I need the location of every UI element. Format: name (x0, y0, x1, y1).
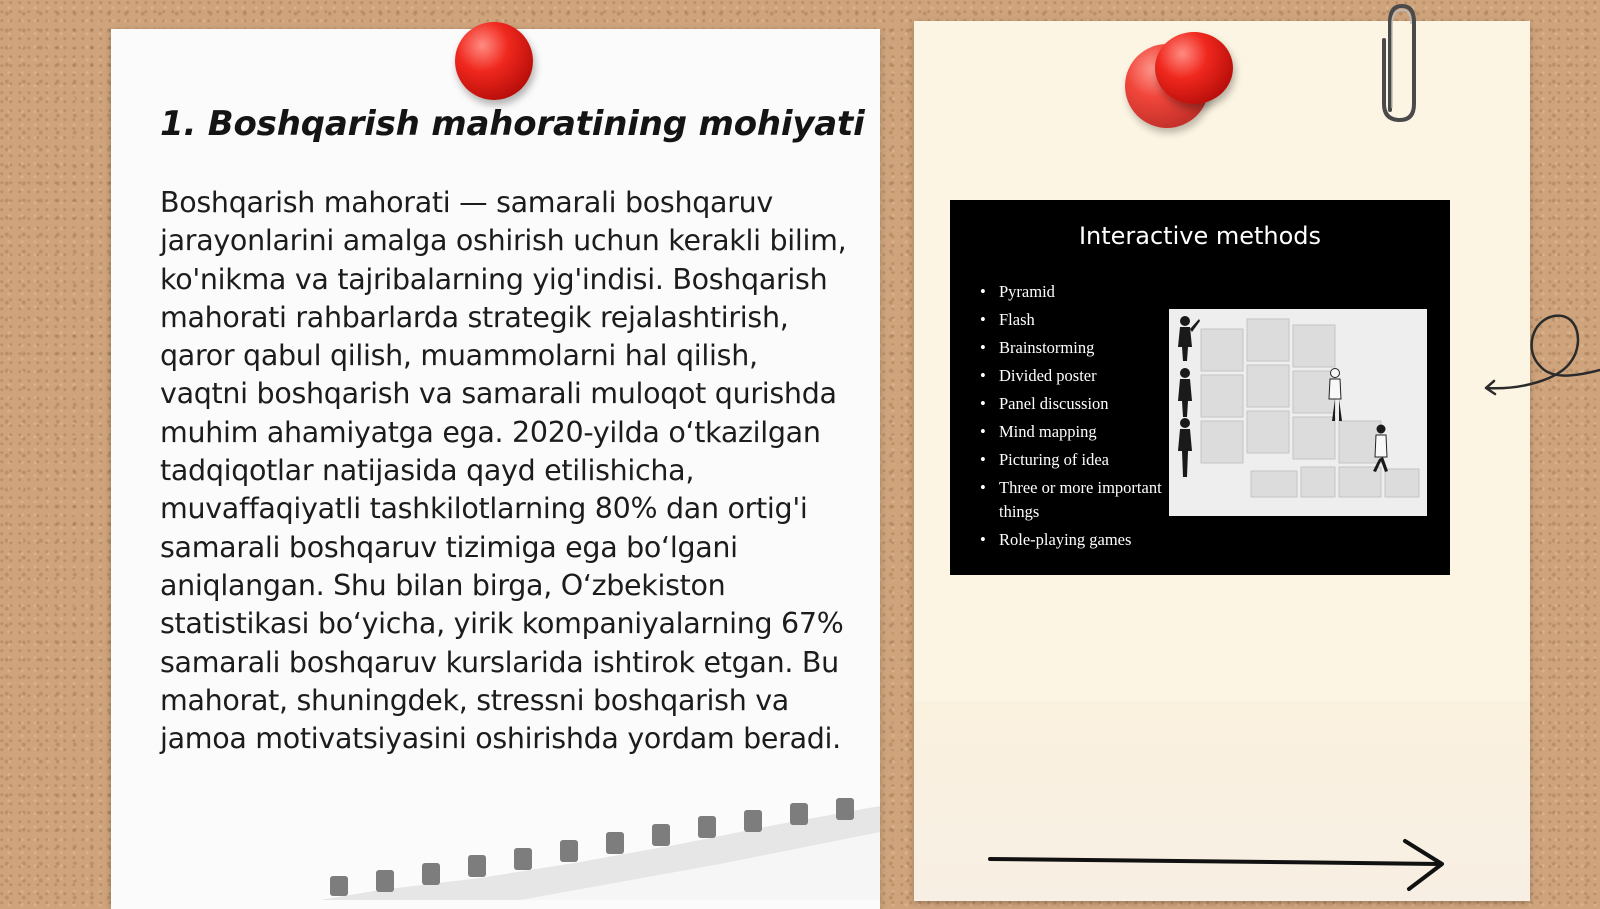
section-body-text: Boshqarish mahorati — samarali boshqaruv jarayonlarini amalga oshirish uchun kerakli bilim, ko'nikma va tajribalarning yig'indisi. Boshqarish mahorati rahbarlarda strategik rejalashtirish, qaror qabul qilish, muammolarni hal qilish, vaqtni boshqarish va samarali muloqot qurishda muhim ahamiyatga ega. 2020-yilda o‘tkazilgan tadqiqotlar natijasida qayd etilishicha, muvaffaqiyatli tashkilotlarning 80% dan ortig'i samarali boshqaruv tizimiga ega bo‘lgani aniqlangan. Shu bilan birga, O‘zbekiston statistikasi bo‘yicha, yirik kompaniyalarning 67% samarali boshqaruv kurslarida ishtirok etgan. Bu mahorat, shuningdek, stressni boshqarish va jamoa motivatsiyasini oshirishda yordam beradi. (160, 186, 847, 756)
pushpin-icon (455, 22, 533, 100)
method-item: • Picturing of idea (980, 448, 1180, 472)
method-item: • Pyramid (980, 280, 1180, 304)
interactive-methods-slide (950, 200, 1450, 575)
method-item: • Flash (980, 308, 1180, 332)
method-item: • Role-playing games (980, 528, 1180, 552)
paperclip-icon (1378, 0, 1418, 125)
section-title: 1. Boshqarish mahoratining mohiyati (160, 104, 865, 144)
string-doodle (1480, 308, 1600, 408)
puzzle-climbers-image (1169, 309, 1427, 516)
torn-paper-edge (320, 798, 880, 900)
arrow-right-icon (985, 835, 1450, 895)
method-item: • Divided poster (980, 364, 1180, 388)
method-item: • Mind mapping (980, 420, 1180, 444)
method-item: • Panel discussion (980, 392, 1180, 416)
method-item: • Three or more important things (980, 476, 1180, 524)
methods-list (980, 280, 1180, 556)
pushpin-icon (1155, 32, 1233, 104)
method-item: • Brainstorming (980, 336, 1180, 360)
slide-title: Interactive methods (1078, 222, 1322, 250)
